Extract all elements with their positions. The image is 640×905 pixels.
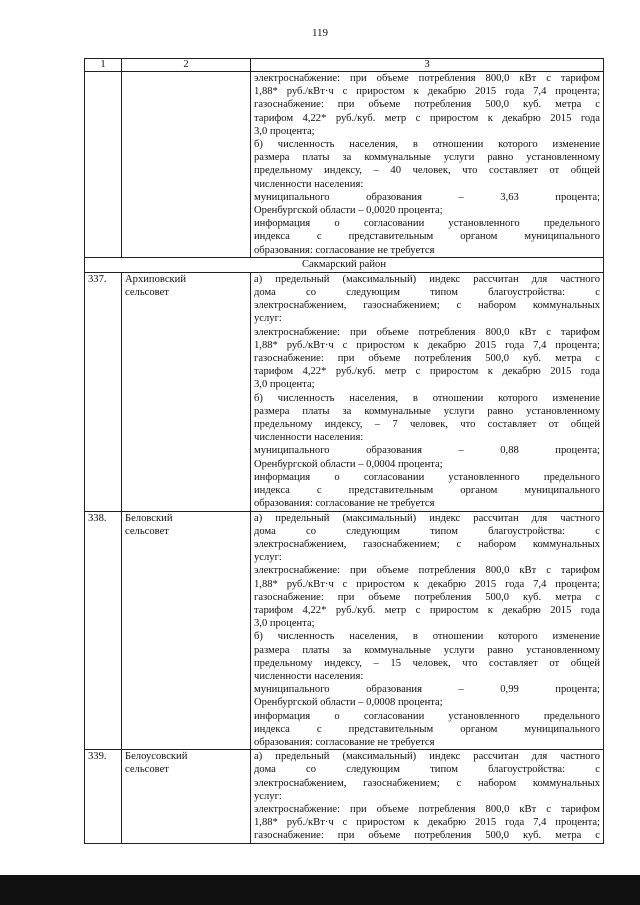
text-line: 1,88* руб./кВт·ч с приростом к декабрю 2015 года 7,4 процента; <box>254 817 600 829</box>
text-line: образования: согласование не требуется <box>254 736 435 748</box>
text-line: предельному индексу, – 15 человек, что составляет от общей <box>254 657 600 669</box>
text-line: дома со следующим типом благоустройства: с <box>254 764 600 776</box>
text-line: б) численность населения, в отношении которого изменение <box>254 631 600 643</box>
table-row <box>85 750 604 843</box>
municipality-name <box>122 750 251 843</box>
text-line: б) численность населения, в отношении которого изменение <box>254 139 600 151</box>
row-number: 339. <box>85 750 122 843</box>
continuation-text-cell <box>251 72 604 258</box>
index-description <box>251 750 604 843</box>
municipality-name <box>122 511 251 750</box>
row-number: 338. <box>85 511 122 750</box>
text-line: дома со следующим типом благоустройства: с <box>254 525 600 537</box>
table-header-row <box>85 59 604 72</box>
text-line: 1,88* руб./кВт·ч с приростом к декабрю 2015 года 7,4 процента; <box>254 86 600 98</box>
name-line: Архиповский <box>125 273 187 285</box>
table-row <box>85 511 604 750</box>
text-line: 1,88* руб./кВт·ч с приростом к декабрю 2015 года 7,4 процента; <box>254 578 600 590</box>
text-line: индекса с представительным органом муниципального <box>254 723 600 735</box>
header-col-3: 3 <box>251 59 604 72</box>
continuation-row <box>85 72 604 258</box>
scan-bottom-edge <box>0 875 640 905</box>
text-line: а) предельный (максимальный) индекс рассчитан для частного <box>254 273 600 285</box>
text-line: образования: согласование не требуется <box>254 498 435 510</box>
text-line: дома со следующим типом благоустройства: с <box>254 287 600 299</box>
text-line: а) предельный (максимальный) индекс рассчитан для частного <box>254 512 600 524</box>
text-line: Оренбургской области – 0,0004 процента; <box>254 458 443 470</box>
text-line: информация о согласовании установленного предельного <box>254 471 600 483</box>
text-line: численности населения: <box>254 178 364 190</box>
text-line: 3,0 процента; <box>254 125 315 137</box>
text-line: 3,0 процента; <box>254 379 315 391</box>
text-line: информация о согласовании установленного предельного <box>254 218 600 230</box>
name-line: сельсовет <box>125 525 169 537</box>
text-line: услуг: <box>254 552 282 564</box>
text-line: информация о согласовании установленного предельного <box>254 710 600 722</box>
text-line: тарифом 4,22* руб./куб. метр с приростом к декабрю 2015 года <box>254 366 600 378</box>
text-line: тарифом 4,22* руб./куб. метр с приростом к декабрю 2015 года <box>254 604 600 616</box>
name-line: сельсовет <box>125 287 169 299</box>
text-line: Оренбургской области – 0,0008 процента; <box>254 697 443 709</box>
continuation-num-cell <box>85 72 122 258</box>
text-line: предельному индексу, – 7 человек, что составляет от общей <box>254 419 600 431</box>
text-line: электроснабжение: при объеме потребления 800,0 кВт с тарифом <box>254 326 600 338</box>
text-line: Оренбургской области – 0,0020 процента; <box>254 205 443 217</box>
text-line: электроснабжение: при объеме потребления 800,0 кВт с тарифом <box>254 73 600 84</box>
text-line: газоснабжение: при объеме потребления 500,0 куб. метра с <box>254 353 600 365</box>
text-line: муниципального образования – 0,88 процента; <box>254 445 600 457</box>
text-line: электроснабжением, газоснабжением; с набором коммунальных <box>254 777 600 789</box>
text-line: размера платы за коммунальные услуги равно установленному <box>254 644 600 656</box>
text-line: тарифом 4,22* руб./куб. метр с приростом к декабрю 2015 года <box>254 112 600 124</box>
name-line: Беловский <box>125 512 173 524</box>
text-line: услуг: <box>254 790 282 802</box>
table-row <box>85 272 604 511</box>
text-line: услуг: <box>254 313 282 325</box>
text-line: муниципального образования – 3,63 процента; <box>254 191 600 203</box>
name-line: сельсовет <box>125 764 169 776</box>
index-description <box>251 272 604 511</box>
text-line: образования: согласование не требуется <box>254 244 435 256</box>
text-line: электроснабжение: при объеме потребления 800,0 кВт с тарифом <box>254 803 600 815</box>
text-line: газоснабжение: при объеме потребления 500,0 куб. метра с <box>254 99 600 111</box>
text-line: индекса с представительным органом муниципального <box>254 485 600 497</box>
text-line: б) численность населения, в отношении которого изменение <box>254 392 600 404</box>
header-col-2: 2 <box>122 59 251 72</box>
text-line: электроснабжением, газоснабжением; с набором коммунальных <box>254 300 600 312</box>
text-line: размера платы за коммунальные услуги равно установленному <box>254 152 600 164</box>
continuation-name-cell <box>122 72 251 258</box>
text-line: индекса с представительным органом муниципального <box>254 231 600 243</box>
index-description <box>251 511 604 750</box>
region-row <box>85 257 604 272</box>
municipality-name <box>122 272 251 511</box>
text-line: газоснабжение: при объеме потребления 500,0 куб. метра с <box>254 830 600 842</box>
text-line: размера платы за коммунальные услуги равно установленному <box>254 405 600 417</box>
row-number: 337. <box>85 272 122 511</box>
header-col-1: 1 <box>85 59 122 72</box>
text-line: численности населения: <box>254 670 364 682</box>
text-line: 3,0 процента; <box>254 618 315 630</box>
region-title: Сакмарский район <box>85 257 604 272</box>
text-line: муниципального образования – 0,99 процента; <box>254 684 600 696</box>
text-line: электроснабжение: при объеме потребления 800,0 кВт с тарифом <box>254 565 600 577</box>
page-number: 119 <box>311 27 329 39</box>
text-line: 1,88* руб./кВт·ч с приростом к декабрю 2015 года 7,4 процента; <box>254 339 600 351</box>
text-line: а) предельный (максимальный) индекс рассчитан для частного <box>254 751 600 763</box>
name-line: Белоусовский <box>125 751 188 763</box>
text-line: электроснабжением, газоснабжением; с набором коммунальных <box>254 538 600 550</box>
text-line: газоснабжение: при объеме потребления 500,0 куб. метра с <box>254 591 600 603</box>
text-line: численности населения: <box>254 432 364 444</box>
text-line: предельному индексу, – 40 человек, что составляет от общей <box>254 165 600 177</box>
indices-table <box>84 58 604 844</box>
